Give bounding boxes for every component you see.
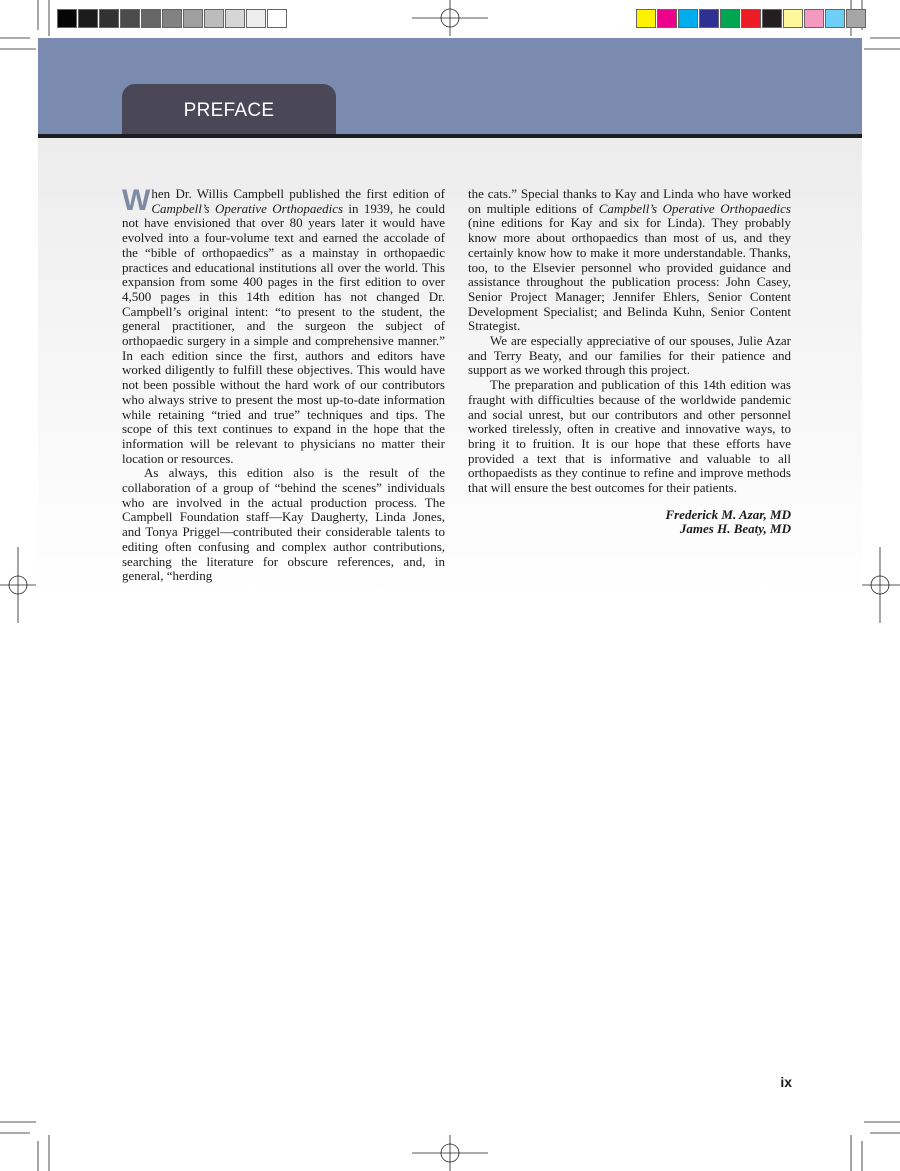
process-color-bar — [636, 9, 867, 28]
registration-target-right — [862, 547, 900, 623]
registration-target-left — [0, 547, 36, 623]
color-swatch — [120, 9, 140, 28]
book-title: Campbell’s Operative Orthopaedics — [151, 200, 344, 216]
signature-block — [468, 508, 791, 537]
color-swatch — [225, 9, 245, 28]
header-rule — [38, 134, 862, 138]
color-swatch — [246, 9, 266, 28]
color-swatch — [183, 9, 203, 28]
color-swatch — [846, 9, 866, 28]
registration-target-top — [412, 0, 488, 36]
page-title: PREFACE — [183, 100, 275, 121]
signature-author: James H. Beaty, MD — [679, 521, 791, 537]
color-swatch — [804, 9, 824, 28]
text-column-right — [468, 187, 791, 537]
color-swatch — [699, 9, 719, 28]
color-swatch — [762, 9, 782, 28]
text-column-left — [122, 184, 445, 584]
book-title: Campbell’s Operative Orthopaedics — [598, 200, 791, 216]
paragraph: We are especially appreciative of our spouses, Julie Azar and Terry Beaty, and our families for their patience and support as we worked through this project. — [468, 333, 791, 378]
color-swatch — [57, 9, 77, 28]
grayscale-color-bar — [57, 9, 288, 28]
signature-author: Frederick M. Azar, MD — [665, 506, 791, 522]
color-swatch — [162, 9, 182, 28]
color-swatch — [741, 9, 761, 28]
color-swatch — [267, 9, 287, 28]
section-tab — [122, 84, 336, 136]
color-swatch — [783, 9, 803, 28]
color-swatch — [720, 9, 740, 28]
paragraph: As always, this edition also is the result of the collaboration of a group of “behind the scenes” individuals who are involved in the actual production process. The Campbell Foundation staff—Kay Daugherty, Linda Jones, and Tonya Priggel—contributed their considerable talents to editing often confusing and complex author contributions, searching the literature for obscure references, and, in general, “herding — [122, 465, 445, 584]
paragraph: The preparation and publication of this 14th edition was fraught with difficulties because of the worldwide pandemic and social unrest, but our contributors and other personnel worked tirelessly, often in creative and innovative ways, to bring it to fruition. It is our hope that these efforts have provided a text that is informative and valuable to all orthopaedists as they continue to refine and improve methods that will ensure the best outcomes for their patients. — [468, 377, 791, 496]
color-swatch — [657, 9, 677, 28]
color-swatch — [78, 9, 98, 28]
paragraph: the cats.” Special thanks to Kay and Linda who have worked on multiple editions of Campbell’s Operative Orthopaedics (nine editions for Kay and six for Linda). They probably know more about orthopaedics than most of us, and they certainly know how to make it more understandable. Thanks, too, to the Elsevier personnel who provided guidance and assistance throughout the publication process: John Casey, Senior Project Manager; Jennifer Ehlers, Senior Content Development Specialist; and Belinda Kuhn, Senior Content Strategist. — [468, 186, 791, 334]
color-swatch — [141, 9, 161, 28]
color-swatch — [204, 9, 224, 28]
drop-cap: W — [122, 184, 151, 217]
page-number: ix — [780, 1074, 792, 1090]
color-swatch — [99, 9, 119, 28]
color-swatch — [678, 9, 698, 28]
color-swatch — [636, 9, 656, 28]
paragraph: When Dr. Willis Campbell published the first edition of Campbell’s Operative Orthopaedics in 1939, he could not have envisioned that over 80 years later it would have evolved into a four-volume text and earned the accolade of the “bible of orthopaedics” as a mainstay in orthopaedic practices and educational institutions all over the world. This expansion from some 400 pages in the first edition to over 4,500 pages in this 14th edition has not changed Dr. Campbell’s original intent: “to present to the student, the general practitioner, and the surgeon the subject of orthopaedic surgery in a simple and comprehensive manner.” In each edition since the first, authors and editors have worked diligently to fulfill these objectives. This would have not been possible without the hard work of our contributors who always strive to present the most up-to-date information while retaining “tried and true” techniques and tips. The scope of this text continues to expand in the hope that the information will be relevant to physicians no matter their location or resources. — [122, 184, 445, 466]
registration-target-bottom — [412, 1135, 488, 1171]
color-swatch — [825, 9, 845, 28]
